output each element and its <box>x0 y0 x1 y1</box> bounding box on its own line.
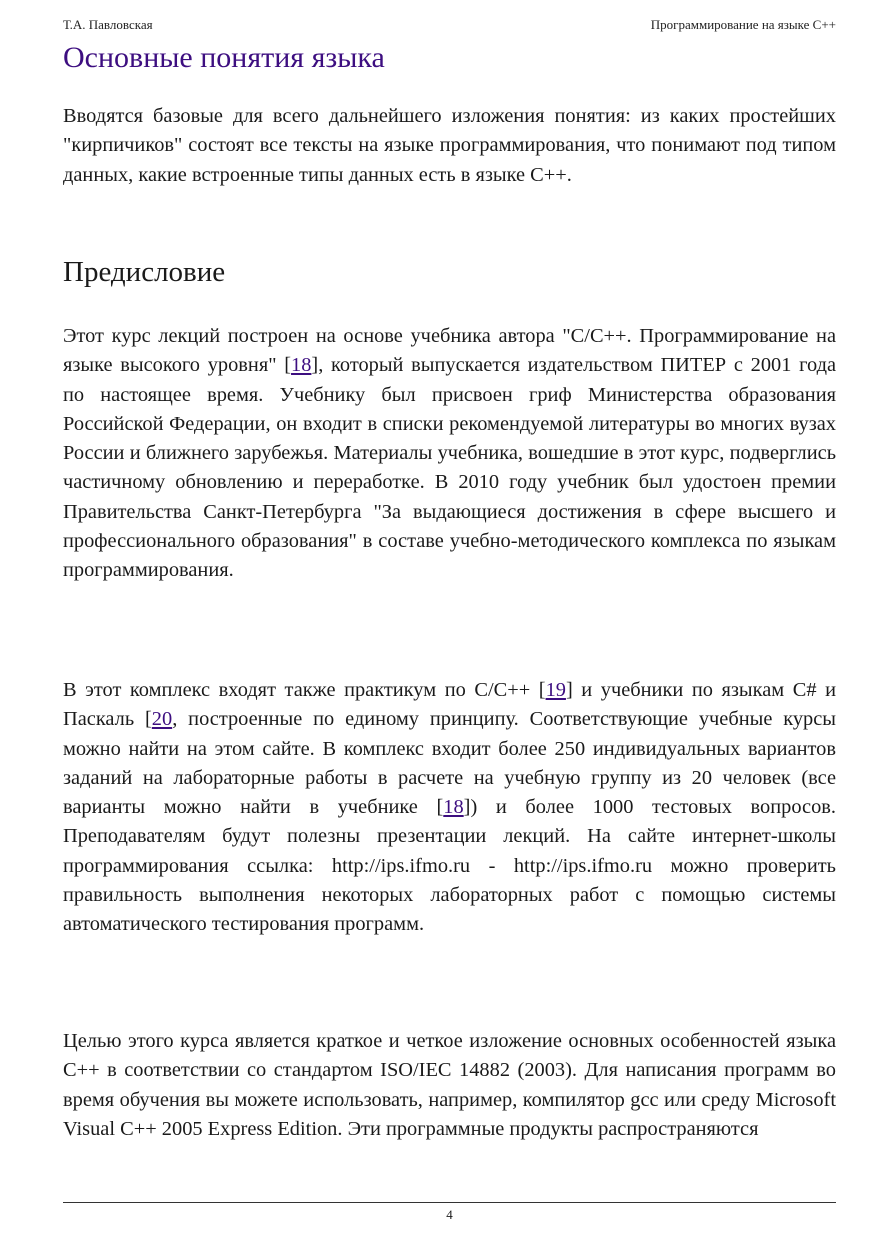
reference-link-18[interactable]: 18 <box>291 354 312 377</box>
paragraph-text: ]) и более 1000 тестовых вопросов. Преподавателям будут полезны презентации лекций. На сайте интернет-школы программирования ссылка: http://ips.ifmo.ru - http://ips.ifmo.ru можно проверить правильность выполнения некоторых лабораторных работ с помощью системы автоматического тестирования программ. <box>63 796 836 936</box>
document-page <box>63 0 836 1241</box>
header-author: Т.А. Павловская <box>63 17 153 32</box>
footer-divider <box>63 1202 836 1203</box>
header-book-title: Программирование на языке С++ <box>650 17 836 32</box>
reference-link-20[interactable]: 20 <box>151 708 173 731</box>
chapter-title: Основные понятия языка <box>63 41 385 74</box>
intro-paragraph: Вводятся базовые для всего дальнейшего изложения понятия: из каких простейших "кирпичиков" состоят все тексты на языке программирования, что понимают под типом данных, какие встроенные типы данных есть в языке С++. <box>63 105 836 186</box>
preface-paragraph-2 <box>63 676 836 940</box>
page-number: 4 <box>446 1207 453 1222</box>
section-title: Предисловие <box>63 256 226 288</box>
preface-paragraph-3: Целью этого курса является краткое и четкое изложение основных особенностей языка С++ в соответствии со стандартом ISO/IEC 14882 (2003). Для написания программ во время обучения вы можете использовать, например, компилятор gcc или среду Microsoft Visual C++ 2005 Express Edition. Эти программные продукты распространяются <box>63 1030 836 1140</box>
paragraph-text: ], который выпускается издательством ПИТЕР с 2001 года по настоящее время. Учебнику был присвоен гриф Министерства образования Российской Федерации, он входит в списки рекомендуемой литературы во многих вузах России и ближнего зарубежья. Материалы учебника, вошедшие в этот курс, подверглись частичному обновлению и переработке. В 2010 году учебник был удостоен премии Правительства Санкт-Петербурга "За выдающиеся достижения в сфере высшего и профессионального образования" в составе учебно-методического комплекса по языкам программирования. <box>63 354 836 582</box>
reference-link-19[interactable]: 19 <box>545 679 566 701</box>
paragraph-text: Этот курс лекций построен на основе учебника автора "C/C++. Программирование на языке высокого уровня" [ <box>63 325 836 377</box>
paragraph-text: , построенные по единому принципу. Соответствующие учебные курсы можно найти на этом сайте. В комплекс входит более 250 индивидуальных вариантов заданий на лабораторные работы в расчете на учебную группу из 20 человек (все варианты можно найти в учебнике [ <box>63 708 836 819</box>
preface-paragraph-1 <box>63 322 836 586</box>
running-header <box>63 16 836 34</box>
reference-link-18[interactable]: 18 <box>443 796 464 819</box>
paragraph-text: ] и учебники по языкам C# и Паскаль [ <box>63 679 836 731</box>
paragraph-text: В этот комплекс входят также практикум по C/C++ [ <box>63 679 546 701</box>
